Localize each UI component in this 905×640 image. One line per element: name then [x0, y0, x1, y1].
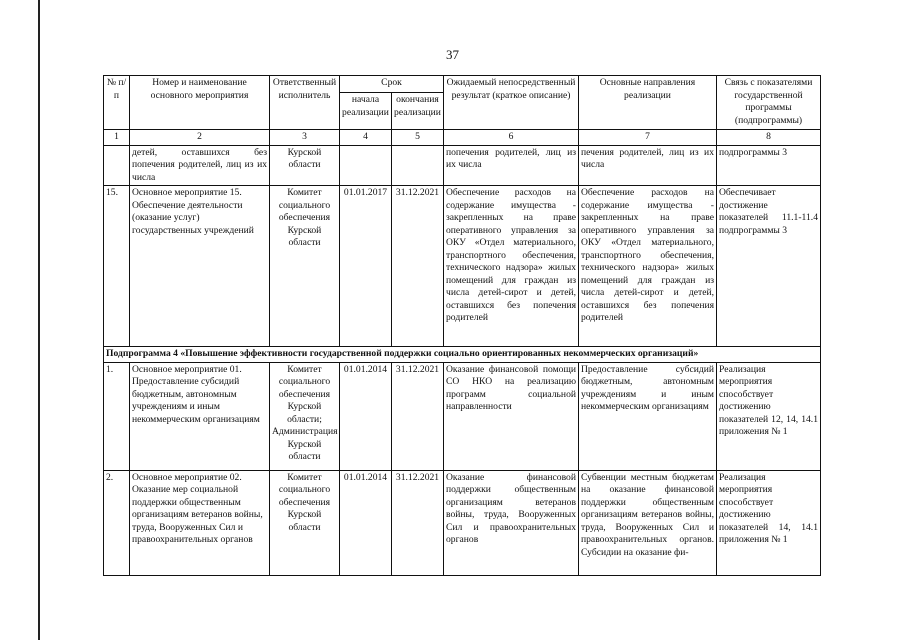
- header-result: Ожидаемый непосредственный результат (краткое описание): [444, 76, 579, 130]
- row-responsible: Комитет социального обеспечения Курской области: [270, 470, 340, 575]
- header-link: Связь с показателями государственной программы (подпрограммы): [717, 76, 821, 130]
- row-start: [340, 145, 392, 186]
- row-name: Основное мероприятие 01. Предоставление субсидий бюджетным, автономным учреждениям и иным некоммерческим организациям: [130, 362, 270, 470]
- header-end: окончания реализации: [392, 93, 444, 130]
- row-name: детей, оставшихся без попечения родителей, лиц из их числа: [130, 145, 270, 186]
- row-directions: Обеспечение расходов на содержание имущества - закрепленных на праве оперативного управления за ОКУ «Отдел материального, транспортного обеспечения, технического надзора» жилых помещений для граждан из числа детей-сирот и детей, оставшихся без попечения родителей: [579, 186, 717, 347]
- table-row: [104, 186, 821, 347]
- subprogram-title: Подпрограмма 4 «Повышение эффективности государственной поддержки социально ориентированных некоммерческих организаций»: [104, 347, 821, 363]
- row-result: попечения родителей, лиц из их числа: [444, 145, 579, 186]
- colnum-cell: 8: [717, 130, 821, 146]
- colnum-cell: 1: [104, 130, 130, 146]
- row-directions: Субвенции местным бюджетам на оказание финансовой поддержки общественным организациям ветеранов войны, труда, Вооруженных Сил и правоохранительных органов. Субсидии на оказание фи-: [579, 470, 717, 575]
- row-responsible: Комитет социального обеспечения Курской области: [270, 186, 340, 347]
- row-result: Оказание финансовой помощи СО НКО на реализацию программ социальной направленности: [444, 362, 579, 470]
- row-result: Обеспечение расходов на содержание имущества - закрепленных на праве оперативного управления за ОКУ «Отдел материального, транспортного обеспечения, технического надзора» жилых помещений для граждан из числа детей-сирот и детей, оставшихся без попечения родителей: [444, 186, 579, 347]
- header-responsible: Ответственный исполнитель: [270, 76, 340, 130]
- row-responsible: Комитет социального обеспечения Курской области; Администрация Курской области: [270, 362, 340, 470]
- header-directions: Основные направления реализации: [579, 76, 717, 130]
- row-end: 31.12.2021: [392, 362, 444, 470]
- header-num: № п/п: [104, 76, 130, 130]
- colnum-cell: 3: [270, 130, 340, 146]
- row-end: 31.12.2021: [392, 186, 444, 347]
- page-number: 37: [446, 47, 459, 62]
- row-responsible: Курской области: [270, 145, 340, 186]
- header-start: начала реализации: [340, 93, 392, 130]
- row-number: 15.: [104, 186, 130, 347]
- colnum-cell: 6: [444, 130, 579, 146]
- row-link: подпрограммы 3: [717, 145, 821, 186]
- row-number: 1.: [104, 362, 130, 470]
- subprogram-row: [104, 347, 821, 363]
- header-name: Номер и наименование основного мероприятия: [130, 76, 270, 130]
- column-numbers-row: [104, 130, 821, 146]
- colnum-cell: 5: [392, 130, 444, 146]
- table-row: [104, 145, 821, 186]
- row-number: [104, 145, 130, 186]
- colnum-cell: 4: [340, 130, 392, 146]
- row-result: Оказание финансовой поддержки общественным организациям ветеранов войны, труда, Вооруженных Сил и правоохранительных органов: [444, 470, 579, 575]
- row-directions: Предоставление субсидий бюджетным, автономным учреждениям и иным некоммерческим организациям: [579, 362, 717, 470]
- header-row-1: [104, 76, 821, 93]
- row-name: Основное мероприятие 15. Обеспечение деятельности (оказание услуг) государственных учреждений: [130, 186, 270, 347]
- row-link: Обеспечивает достижение показателей 11.1-11.4 подпрограммы 3: [717, 186, 821, 347]
- row-start: 01.01.2014: [340, 470, 392, 575]
- row-name: Основное мероприятие 02. Оказание мер социальной поддержки общественным организациям ветеранов войны, труда, Вооруженных Сил и правоохранительных органов: [130, 470, 270, 575]
- colnum-cell: 2: [130, 130, 270, 146]
- row-start: 01.01.2014: [340, 362, 392, 470]
- row-directions: печения родителей, лиц из их числа: [579, 145, 717, 186]
- row-link: Реализация мероприятия способствует достижению показателей 14, 14.1 приложения № 1: [717, 470, 821, 575]
- row-end: 31.12.2021: [392, 470, 444, 575]
- row-end: [392, 145, 444, 186]
- row-link: Реализация мероприятия способствует достижению показателей 12, 14, 14.1 приложения № 1: [717, 362, 821, 470]
- row-start: 01.01.2017: [340, 186, 392, 347]
- header-term: Срок: [340, 76, 444, 93]
- page-edge-line: [38, 0, 40, 640]
- activities-table: [103, 75, 821, 576]
- table-row: [104, 470, 821, 575]
- row-number: 2.: [104, 470, 130, 575]
- colnum-cell: 7: [579, 130, 717, 146]
- table-row: [104, 362, 821, 470]
